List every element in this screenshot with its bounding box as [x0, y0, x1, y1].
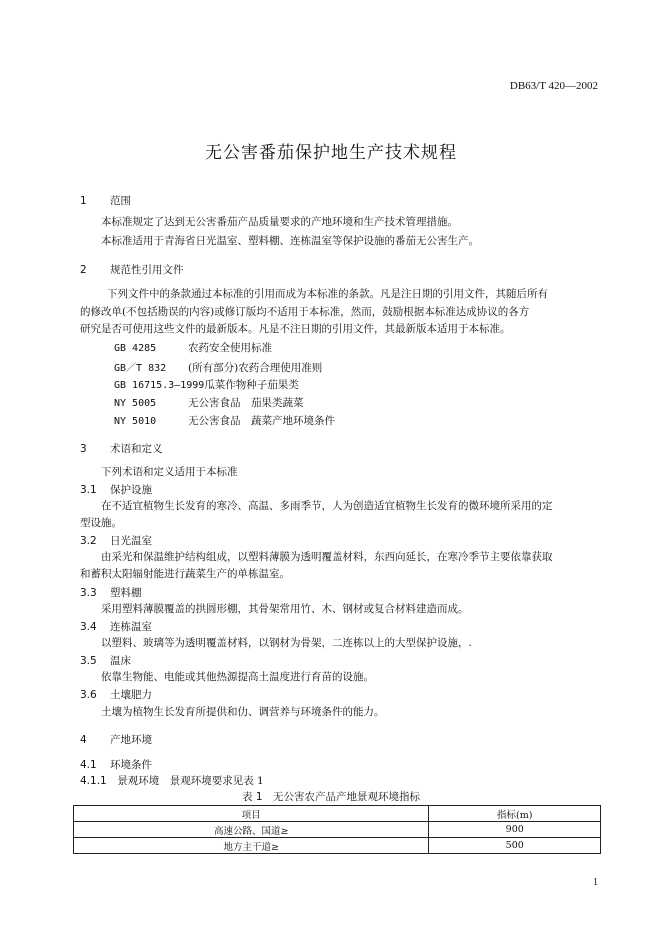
reference-item: GB 16715.3—1999瓜菜作物种子茄果类 [114, 379, 299, 391]
term-3-6-heading: 3.6 土壤肥力 [80, 689, 152, 701]
section-2-paragraph-line-3: 研究是否可使用这些文件的最新版本。凡是不注日期的引用文件，其最新版本适用于本标准。 [80, 323, 511, 335]
section-4-1-heading: 4.1 环境条件 [80, 759, 152, 771]
table-header-cell: 项目 [74, 806, 429, 822]
term-3-3-heading: 3.3 塑料棚 [80, 587, 142, 599]
table-row [74, 822, 601, 838]
table-row [74, 838, 601, 854]
table-1-caption: 表 1 无公害农产品产地景观环境指标 [241, 791, 421, 803]
section-1-paragraph-1: 本标准规定了达到无公害番茄产品质量要求的产地环境和生产技术管理措施。 [101, 216, 458, 228]
table-cell: 地方主干道≥ [74, 838, 429, 854]
reference-item: GB 4285 农药安全使用标准 [114, 342, 272, 354]
section-2-heading: 2 规范性引用文件 [80, 264, 184, 276]
section-2-paragraph-line-2: 的修改单(不包括勘误的内容)或修订版均不适用于本标准，然而，鼓励根据本标准达成协议的各方 [80, 306, 530, 318]
term-3-3-text: 采用塑料薄膜覆盖的拱圆形棚，其骨架常用竹、木、钢材或复合材料建造而成。 [101, 603, 469, 615]
table-cell: 高速公路、国道≥ [74, 822, 429, 838]
table-cell: 500 [429, 838, 601, 854]
table-header-row [74, 806, 601, 822]
section-4-heading: 4 产地环境 [80, 734, 152, 746]
reference-item: NY 5005 无公害食品 茄果类蔬菜 [114, 397, 304, 409]
section-1-paragraph-2: 本标准适用于青海省日光温室、塑料棚、连栋温室等保护设施的番茄无公害生产。 [101, 235, 479, 247]
section-3-heading: 3 术语和定义 [80, 443, 163, 455]
page-title: 无公害番茄保护地生产技术规程 [205, 143, 457, 163]
term-3-2-heading: 3.2 日光温室 [80, 535, 152, 547]
term-3-5-text: 依靠生物能、电能或其他热源提高土温度进行育苗的设施。 [101, 671, 374, 683]
term-3-6-text: 土壤为植物生长发育所提供和仂、调营养与环境条件的能力。 [101, 706, 385, 718]
table-1 [73, 805, 601, 854]
term-3-2-text-line-2: 和蓄积太阳辐射能进行蔬菜生产的单栋温室。 [80, 568, 290, 580]
reference-item: GB／T 832 (所有部分)农药合理使用准则 [114, 362, 323, 374]
section-2-paragraph-line-1: 下列文件中的条款通过本标准的引用而成为本标准的条款。凡是注日期的引用文件，其随后所有 [107, 288, 548, 300]
table-cell: 900 [429, 822, 601, 838]
document-id: DB63/T 420—2002 [509, 80, 598, 92]
term-3-1-heading: 3.1 保护设施 [80, 484, 152, 496]
term-3-1-text-line-2: 型设施。 [80, 517, 122, 529]
reference-item: NY 5010 无公害食品 蔬菜产地环境条件 [114, 415, 335, 427]
term-3-4-text: 以塑料、玻璃等为透明覆盖材料，以钢材为骨架，二连栋以上的大型保护设施，. [101, 637, 472, 649]
section-3-intro: 下列术语和定义适用于本标准 [101, 466, 238, 478]
term-3-4-heading: 3.4 连栋温室 [80, 621, 152, 633]
section-4-1-1-heading: 4.1.1 景观环境 景观环境要求见表 1 [80, 775, 264, 787]
term-3-2-text-line-1: 由采光和保温维护结构组成，以塑料薄膜为透明覆盖材料，东西向延长，在寒冷季节主要依靠获取 [101, 551, 553, 563]
table-header-cell: 指标(m) [429, 806, 601, 822]
page-number: 1 [593, 877, 598, 888]
section-1-heading: 1 范围 [80, 195, 131, 207]
term-3-1-text-line-1: 在不适宜植物生长发育的寒冷、高温、多雨季节，人为创造适宜植物生长发育的微环境所采用的定 [101, 500, 553, 512]
term-3-5-heading: 3.5 温床 [80, 655, 131, 667]
